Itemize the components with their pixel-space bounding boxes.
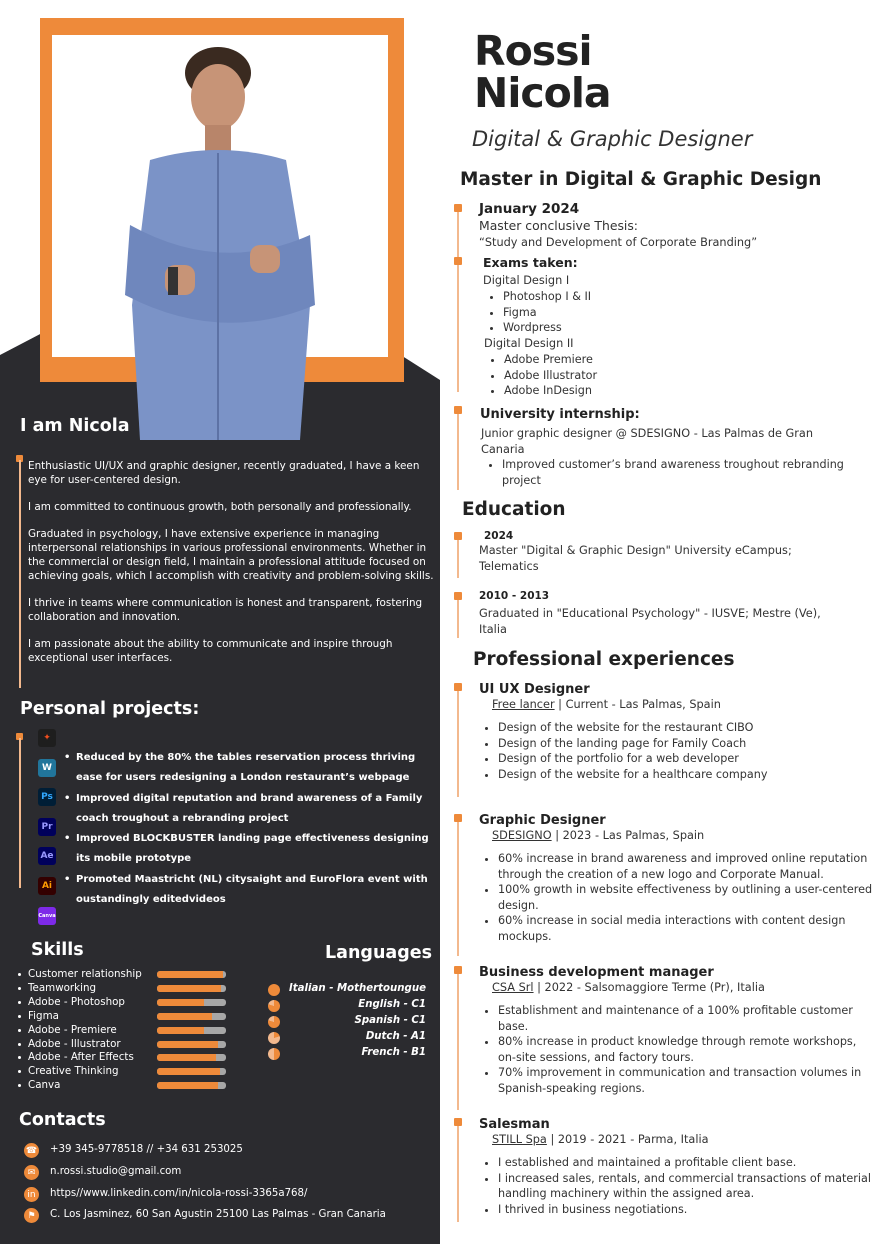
timeline-dot <box>454 406 462 414</box>
job-meta <box>492 697 721 713</box>
skill-bar-fill <box>157 985 221 992</box>
experience-heading: Professional experiences <box>473 649 735 670</box>
skill-bar-fill <box>157 999 204 1006</box>
language-label: Dutch - A1 <box>365 1031 426 1042</box>
language-level-pie <box>268 1000 280 1012</box>
bullet-dot <box>18 1084 21 1087</box>
bullet-dot <box>18 1029 21 1032</box>
timeline-dot <box>454 592 462 600</box>
about-timeline <box>19 460 21 688</box>
skill-bar-fill <box>157 1054 216 1061</box>
education-timeline <box>457 536 459 578</box>
project-item: • Reduced by the 80% the tables reservation process thriving ease for users redesigning a London restaurant’s webpage <box>64 748 436 789</box>
skill-row <box>18 996 233 1010</box>
job-meta <box>492 828 704 844</box>
language-level-pie <box>268 984 280 996</box>
exams-heading: Exams taken: <box>483 255 578 270</box>
job-title: Business development manager <box>479 965 714 980</box>
job-bullet: • I thrived in business negotiations. <box>498 1202 876 1218</box>
project-item: • Improved digital reputation and brand awareness of a Family coach troughout a rebranding project <box>64 789 436 830</box>
education-year: 2010 - 2013 <box>479 590 550 602</box>
skill-bar <box>157 1082 226 1089</box>
course-item: • Adobe InDesign <box>504 383 597 399</box>
job-title: UI UX Designer <box>479 682 590 697</box>
skill-label: Teamworking <box>28 981 97 994</box>
skill-row <box>18 1024 233 1038</box>
course-item: • Photoshop I & II <box>503 289 591 305</box>
projects-timeline <box>19 738 21 888</box>
job-title: Digital & Graphic Designer <box>472 127 753 151</box>
skill-bar <box>157 1027 226 1034</box>
job-bullets <box>479 1003 876 1096</box>
timeline-dot <box>454 814 462 822</box>
bullet-dot <box>18 1043 21 1046</box>
internship-heading: University internship: <box>480 407 640 422</box>
language-label: English - C1 <box>358 999 426 1010</box>
job-bullet: • Design of the website for a healthcare company <box>498 767 876 783</box>
phone-icon: ☎ <box>24 1143 39 1158</box>
job-bullets <box>479 851 876 944</box>
job-title: Salesman <box>479 1117 550 1132</box>
timeline-dot <box>454 532 462 540</box>
contact-text[interactable]: C. Los Jasminez, 60 San Agustin 25100 Las Palmas - Gran Canaria <box>50 1209 386 1220</box>
timeline-dot <box>454 966 462 974</box>
company-link[interactable]: CSA Srl <box>492 981 534 994</box>
contact-text[interactable]: n.rossi.studio@gmail.com <box>50 1166 182 1177</box>
linkedin-icon: in <box>24 1187 39 1202</box>
about-text <box>28 459 436 678</box>
timeline-dot <box>454 204 462 212</box>
email-icon: ✉ <box>24 1165 39 1180</box>
job-bullet: • 70% improvement in communication and transaction volumes in Spanish-speaking regions. <box>498 1065 876 1096</box>
skill-bar-fill <box>157 1041 218 1048</box>
experience-timeline <box>457 687 459 797</box>
job-bullet: • 80% increase in product knowledge through remote workshops, on-site sessions, and factory tours. <box>498 1034 876 1065</box>
language-level-pie <box>268 1048 280 1060</box>
timeline-dot <box>454 257 462 265</box>
bullet-dot <box>18 973 21 976</box>
contact-text[interactable]: https//www.linkedin.com/in/nicola-rossi-3365a768/ <box>50 1188 308 1199</box>
job-bullet: • I established and maintained a profitable client base. <box>498 1155 876 1171</box>
about-heading: I am Nicola <box>20 416 130 436</box>
thesis-title: “Study and Development of Corporate Branding” <box>479 236 758 249</box>
first-name: Nicola <box>474 69 611 117</box>
skill-bar <box>157 985 226 992</box>
skill-bar-fill <box>157 1013 212 1020</box>
skill-bar-fill <box>157 971 223 978</box>
skill-bar-fill <box>157 1027 204 1034</box>
master-heading: Master in Digital & Graphic Design <box>460 169 822 190</box>
job-meta <box>492 1132 709 1148</box>
language-row <box>268 1031 426 1047</box>
experience-timeline <box>457 970 459 1110</box>
job-bullet: • 100% growth in website effectiveness by outlining a user-centered design. <box>498 882 876 913</box>
course-item: • Figma <box>503 305 591 321</box>
language-label: Italian - Mothertoungue <box>289 983 426 994</box>
course-list <box>485 352 597 399</box>
projects-heading: Personal projects: <box>20 699 200 719</box>
job-details: | 2019 - 2021 - Parma, Italia <box>546 1133 709 1146</box>
internship-text: Junior graphic designer @ SDESIGNO - Las Palmas de Gran Canaria <box>481 427 814 456</box>
bullet-dot <box>18 1015 21 1018</box>
language-row <box>268 1015 426 1031</box>
skills-heading: Skills <box>31 940 84 960</box>
company-link[interactable]: STILL Spa <box>492 1133 547 1146</box>
premiere-icon: Pr <box>38 818 56 836</box>
illustrator-icon: Ai <box>38 877 56 895</box>
job-bullet: • 60% increase in social media interactions with content design mockups. <box>498 913 876 944</box>
course-name: Digital Design II <box>484 337 574 350</box>
job-details: | 2022 - Salsomaggiore Terme (Pr), Italia <box>533 981 765 994</box>
language-level-pie <box>268 1016 280 1028</box>
canva-icon: Canva <box>38 907 56 925</box>
course-item: • Wordpress <box>503 320 591 336</box>
skill-row <box>18 1038 233 1052</box>
bullet-dot <box>18 1056 21 1059</box>
bullet-dot <box>18 987 21 990</box>
language-row <box>268 983 426 999</box>
skill-row <box>18 1079 233 1093</box>
skill-row <box>18 1065 233 1079</box>
job-bullet: • 60% increase in brand awareness and improved online reputation through the creation of a new logo and Corporate Manual. <box>498 851 876 882</box>
skill-label: Canva <box>28 1079 61 1092</box>
skill-bar <box>157 1054 226 1061</box>
skill-row <box>18 1051 233 1065</box>
education-heading: Education <box>462 499 566 520</box>
wordpress-icon: W <box>38 759 56 777</box>
name <box>474 27 611 117</box>
photoshop-icon: Ps <box>38 788 56 806</box>
thesis-label: Master conclusive Thesis: <box>479 218 638 233</box>
job-bullets <box>479 1155 876 1217</box>
figma-icon: ✦ <box>38 729 56 747</box>
skill-label: Figma <box>28 1009 59 1022</box>
skill-bar-fill <box>157 1068 220 1075</box>
contacts-heading: Contacts <box>19 1110 106 1130</box>
course-name: Digital Design I <box>483 274 570 287</box>
internship-item: • Improved customer’s brand awareness troughout rebranding project <box>502 457 874 488</box>
skill-row <box>18 982 233 996</box>
job-bullet: • I increased sales, rentals, and commercial transactions of material handling machinery within the assigned area. <box>498 1171 876 1202</box>
course-item: • Adobe Premiere <box>504 352 597 368</box>
skill-label: Customer relationship <box>28 968 142 980</box>
about-paragraph: I am committed to continuous growth, both personally and professionally. <box>28 501 412 513</box>
internship-list <box>483 457 874 488</box>
timeline-dot <box>454 1118 462 1126</box>
skill-row <box>18 968 233 982</box>
language-label: Spanish - C1 <box>354 1015 426 1026</box>
job-bullet: • Design of the landing page for Family Coach <box>498 736 876 752</box>
skill-bar <box>157 1068 226 1075</box>
about-paragraph: Graduated in psychology, I have extensive experience in managing interpersonal relationships in various professional environments. Whether in the commercial or design field, I maintain a professional attitude focused on achieving goals, which I accomplish with creativity and problem-solving skills. <box>28 528 434 582</box>
job-bullets <box>479 720 876 782</box>
company-link[interactable]: SDESIGNO <box>492 829 552 842</box>
job-details: | 2023 - Las Palmas, Spain <box>551 829 705 842</box>
education-text: Graduated in "Educational Psychology" - IUSVE; Mestre (Ve), Italia <box>479 607 821 636</box>
language-level-pie <box>268 1032 280 1044</box>
about-paragraph: Enthusiastic UI/UX and graphic designer, recently graduated, I have a keen eye for user-centered design. <box>28 460 420 486</box>
project-item: • Promoted Maastricht (NL) citysaight and EuroFlora event with oustandingly editedvideos <box>64 870 436 911</box>
job-title: Graphic Designer <box>479 813 606 828</box>
language-label: French - B1 <box>361 1047 426 1058</box>
internship-timeline <box>457 410 459 490</box>
experience-timeline <box>457 1122 459 1222</box>
contact-text[interactable]: +39 345-9778518 // +34 631 253025 <box>50 1144 243 1155</box>
language-row <box>268 999 426 1015</box>
languages-heading: Languages <box>325 943 433 963</box>
bullet-dot <box>18 1001 21 1004</box>
timeline-dot <box>454 683 462 691</box>
after-effects-icon: Ae <box>38 847 56 865</box>
skill-bar <box>157 1041 226 1048</box>
skill-bar <box>157 999 226 1006</box>
job-bullet: • Establishment and maintenance of a 100% profitable customer base. <box>498 1003 876 1034</box>
skill-label: Adobe - After Effects <box>28 1051 134 1064</box>
skill-bar <box>157 1013 226 1020</box>
projects-list <box>64 748 436 910</box>
about-paragraph: I am passionate about the ability to communicate and inspire through exceptional user interfaces. <box>28 638 393 664</box>
bullet-dot <box>18 1070 21 1073</box>
profile-photo <box>110 45 330 440</box>
education-text: Master "Digital & Graphic Design" University eCampus; Telematics <box>479 544 792 573</box>
job-bullet: • Design of the portfolio for a web developer <box>498 751 876 767</box>
language-row <box>268 1047 426 1063</box>
job-details: | Current - Las Palmas, Spain <box>554 698 721 711</box>
skill-row <box>18 1010 233 1024</box>
experience-timeline <box>457 818 459 956</box>
skill-label: Adobe - Illustrator <box>28 1037 121 1050</box>
course-list <box>484 289 591 336</box>
project-item: • Improved BLOCKBUSTER landing page effectiveness designing its mobile prototype <box>64 829 436 870</box>
about-paragraph: I thrive in teams where communication is honest and transparent, fostering collaboration and innovation. <box>28 597 423 623</box>
education-timeline <box>457 596 459 638</box>
master-date: January 2024 <box>479 201 580 217</box>
skill-label: Adobe - Photoshop <box>28 995 125 1008</box>
course-item: • Adobe Illustrator <box>504 368 597 384</box>
skill-bar <box>157 971 226 978</box>
company-link[interactable]: Free lancer <box>492 698 555 711</box>
job-bullet: • Design of the website for the restaurant CIBO <box>498 720 876 736</box>
job-meta <box>492 980 765 996</box>
master-timeline <box>457 210 459 392</box>
education-year: 2024 <box>484 530 514 542</box>
skill-label: Adobe - Premiere <box>28 1023 117 1036</box>
skill-label: Creative Thinking <box>28 1065 119 1078</box>
skill-bar-fill <box>157 1082 218 1089</box>
surname: Rossi <box>474 27 592 75</box>
map-pin-icon: ⚑ <box>24 1208 39 1223</box>
